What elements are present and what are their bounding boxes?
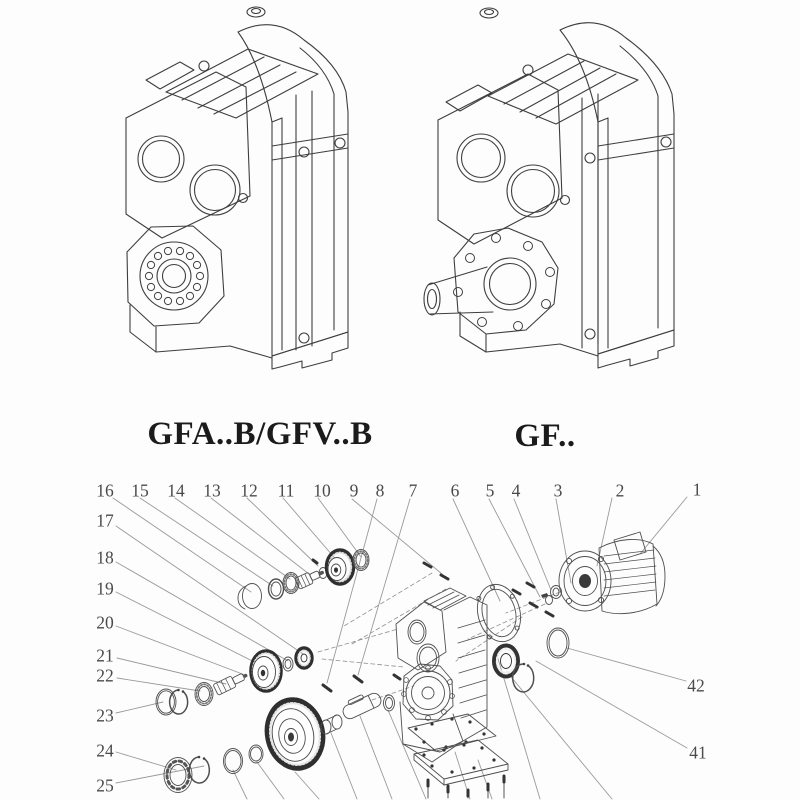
- circlip: [170, 690, 188, 714]
- second-stage-gear: [251, 651, 281, 691]
- leader-line-18: [116, 562, 288, 661]
- callout-17: 17: [96, 510, 114, 531]
- caption-shaft-models: GF..: [514, 418, 576, 454]
- callout-2: 2: [615, 480, 625, 501]
- callout-16: 16: [96, 480, 114, 501]
- gearbox-drawing-flange-type: [126, 7, 348, 369]
- leader-line-10: [318, 498, 361, 557]
- caption-flange-models: GFA..B/GFV..B: [147, 416, 373, 452]
- leader-line-42: [567, 648, 686, 681]
- leader-line-3: [556, 499, 571, 583]
- callout-24: 24: [96, 740, 114, 761]
- leader-line-15: [140, 498, 273, 586]
- leader-lines: [113, 497, 687, 783]
- callout-22: 22: [96, 665, 114, 686]
- callout-23: 23: [96, 705, 114, 726]
- motor: [541, 532, 665, 614]
- end-cap: [243, 584, 262, 609]
- callout-21: 21: [96, 645, 114, 666]
- terminal-box: [614, 532, 646, 560]
- gearbox-housing: [396, 588, 487, 762]
- callout-8: 8: [375, 480, 385, 501]
- callout-13: 13: [203, 480, 221, 501]
- leader-line-1: [640, 497, 687, 554]
- intermediate-pinion-shaft: [213, 669, 250, 695]
- leader-line-17: [116, 526, 303, 654]
- intermediate-shaft-parts: [156, 648, 312, 715]
- circlip: [189, 757, 209, 783]
- housing-bore: [406, 671, 450, 715]
- small-bearing: [296, 648, 312, 668]
- leader-line-16: [113, 498, 251, 592]
- callout-42: 42: [687, 675, 705, 696]
- callout-15: 15: [131, 480, 149, 501]
- callout-5: 5: [485, 480, 495, 501]
- leader-line-4: [514, 499, 551, 590]
- callout-41: 41: [689, 742, 707, 763]
- leader-line-5: [489, 499, 540, 597]
- callout-18: 18: [96, 547, 114, 568]
- leader-line-19: [116, 592, 266, 668]
- callout-7: 7: [408, 480, 418, 501]
- callout-1: 1: [692, 479, 702, 500]
- input-gear: [327, 551, 353, 584]
- callout-6: 6: [450, 480, 460, 501]
- leader-line-20: [116, 626, 245, 675]
- leader-line-13: [211, 498, 309, 574]
- callout-19: 19: [96, 578, 114, 599]
- gearbox-drawing-shaft-type: [424, 8, 674, 368]
- leader-line-14: [175, 498, 290, 579]
- exploded-view: [113, 497, 687, 799]
- callout-4: 4: [511, 480, 521, 501]
- callout-10: 10: [313, 480, 331, 501]
- output-bore: [140, 242, 208, 310]
- callout-11: 11: [277, 480, 295, 501]
- output-shaft: [428, 267, 493, 314]
- callout-12: 12: [240, 480, 258, 501]
- motor-side-parts: [472, 580, 569, 692]
- ball-bearing: [164, 758, 192, 793]
- circlip: [513, 664, 534, 692]
- callout-20: 20: [96, 612, 114, 633]
- callout-14: 14: [167, 480, 185, 501]
- key: [541, 593, 549, 598]
- callout-25: 25: [96, 775, 114, 796]
- callout-3: 3: [553, 480, 563, 501]
- callout-9: 9: [349, 480, 359, 501]
- output-gear: [262, 695, 329, 773]
- output-keyed-shaft: [339, 688, 383, 721]
- bearing: [195, 683, 213, 706]
- spacer-ring: [249, 745, 263, 763]
- retaining-ring: [547, 628, 569, 658]
- leader-line-24: [116, 752, 176, 770]
- leader-line-8: [327, 499, 377, 683]
- leader-line-22: [117, 678, 200, 691]
